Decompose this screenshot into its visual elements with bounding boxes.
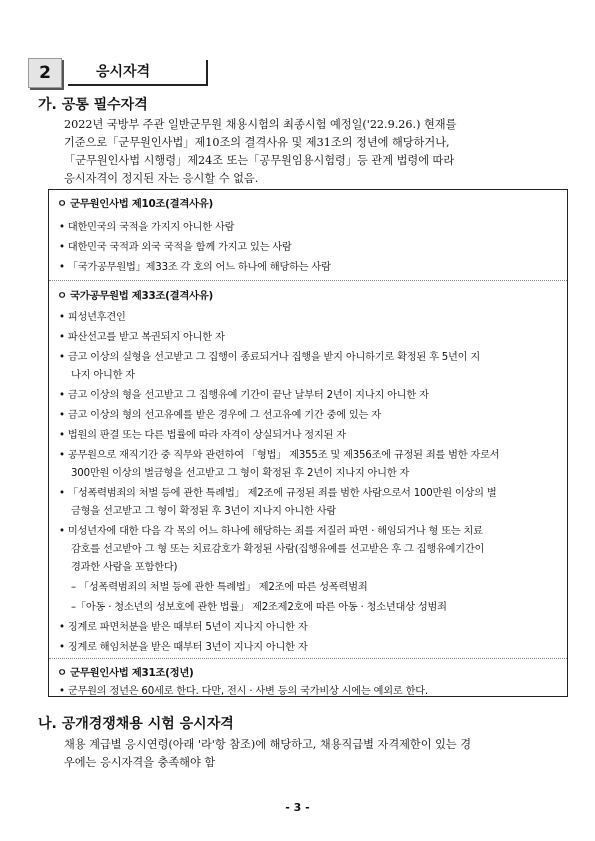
box-heading-art33: ㅇ 국가공무원법 제33조(결격사유) xyxy=(57,290,213,302)
part-a-paragraph xyxy=(64,116,554,188)
list-item: • 대한민국 국적과 외국 국적을 함께 가지고 있는 사람 xyxy=(59,242,292,253)
list-item-continued: 경과한 사람을 포함한다) xyxy=(71,562,178,573)
sub-item: – 「성폭력범죄의 처벌 등에 관한 특례법」 제2조에 따른 성폭력범죄 xyxy=(71,582,368,593)
list-item-continued: 감호를 선고받아 그 형 또는 치료감호가 확정된 사람(집행유예를 선고받은 후 그 집행유예기간이 xyxy=(71,544,485,555)
paragraph-line: 응시자격이 정지된 자는 응시할 수 없음. xyxy=(64,172,259,185)
list-item: • 미성년자에 대한 다음 각 목의 어느 하나에 해당하는 죄를 저질러 파면 · 해임되거나 형 또는 치료 xyxy=(59,526,483,537)
list-item: • 파산선고를 받고 복권되지 아니한 자 xyxy=(59,332,225,343)
list-item: • 금고 이상의 실형을 선고받고 그 집행이 종료되거나 집행을 받지 아니하기로 확정된 후 5년이 지 xyxy=(59,352,480,363)
list-item-continued: 300만원 이상의 벌금형을 선고받고 그 형이 확정된 후 2년이 지나지 아니한 자 xyxy=(71,468,410,479)
list-item: • 피성년후견인 xyxy=(59,312,126,323)
box-heading-art10: ㅇ 군무원인사법 제10조(결격사유) xyxy=(57,198,213,210)
sub-item: –「아동 · 청소년의 성보호에 관한 법률」 제2조제2호에 따른 아동 · 청소년대상 성범죄 xyxy=(71,602,447,613)
section-number: 2 xyxy=(28,58,62,88)
page-number: - 3 - xyxy=(285,801,310,814)
paragraph-line: 2022년 국방부 주관 일반군무원 채용시험의 최종시험 예정일('22.9.26.) 현재를 xyxy=(64,118,457,131)
section-header xyxy=(28,58,182,90)
list-item: • 「성폭력범죄의 처벌 등에 관한 특례법」 제2조에 규정된 죄를 범한 사람으로서 100만원 이상의 벌 xyxy=(59,488,497,499)
list-item-continued: 나지 아니한 자 xyxy=(71,370,135,381)
list-item: • 징계로 해임처분을 받은 때부터 3년이 지나지 아니한 자 xyxy=(59,642,308,653)
paragraph-line: 우에는 응시자격을 충족해야 함 xyxy=(64,756,216,769)
dotted-divider xyxy=(49,658,567,659)
list-item: • 법원의 판결 또는 다른 법률에 따라 자격이 상실되거나 정지된 자 xyxy=(59,430,346,441)
paragraph-line: 채용 계급별 응시연령(아래 '라'항 참조)에 해당하고, 채용직급별 자격제한이 있는 경 xyxy=(64,738,472,751)
paragraph-line: 기준으로「군무원인사법」제10조의 결격사유 및 제31조의 정년에 해당하거나, xyxy=(64,136,450,149)
part-b-heading: 나. 공개경쟁채용 시험 응시자격 xyxy=(38,716,234,732)
section-title: 응시자격 xyxy=(68,60,208,86)
list-item-continued: 금형을 선고받고 그 형이 확정된 후 3년이 지나지 아니한 사람 xyxy=(71,506,337,517)
list-item: • 징계로 파면처분을 받은 때부터 5년이 지나지 아니한 자 xyxy=(59,622,308,633)
part-a-heading: 가. 공통 필수자격 xyxy=(38,97,148,113)
list-item: • 금고 이상의 형을 선고받고 그 집행유예 기간이 끝난 날부터 2년이 지나지 아니한 자 xyxy=(59,390,429,401)
disqualification-box xyxy=(48,189,568,697)
paragraph-line: 「군무원인사법 시행령」제24조 또는「공무원임용시험령」등 관계 법령에 따라 xyxy=(64,154,455,167)
part-b-paragraph xyxy=(64,736,554,772)
list-item: • 공무원으로 재직기간 중 직무와 관련하여 「형법」 제355조 및 제356조에 규정된 죄를 범한 자로서 xyxy=(59,450,500,461)
box-heading-art31: ㅇ 군무원인사법 제31조(정년) xyxy=(57,667,194,679)
list-item: • 「국가공무원법」제33조 각 호의 어느 하나에 해당하는 사람 xyxy=(59,262,331,273)
list-item: • 금고 이상의 형의 선고유예를 받은 경우에 그 선고유예 기간 중에 있는 자 xyxy=(59,410,381,421)
list-item: • 대한민국의 국적을 가지지 아니한 사람 xyxy=(59,222,235,233)
dotted-divider xyxy=(49,280,567,281)
list-item: • 군무원의 정년은 60세로 한다. 다만, 전시 · 사변 등의 국가비상 시에는 예외로 한다. xyxy=(59,686,428,697)
